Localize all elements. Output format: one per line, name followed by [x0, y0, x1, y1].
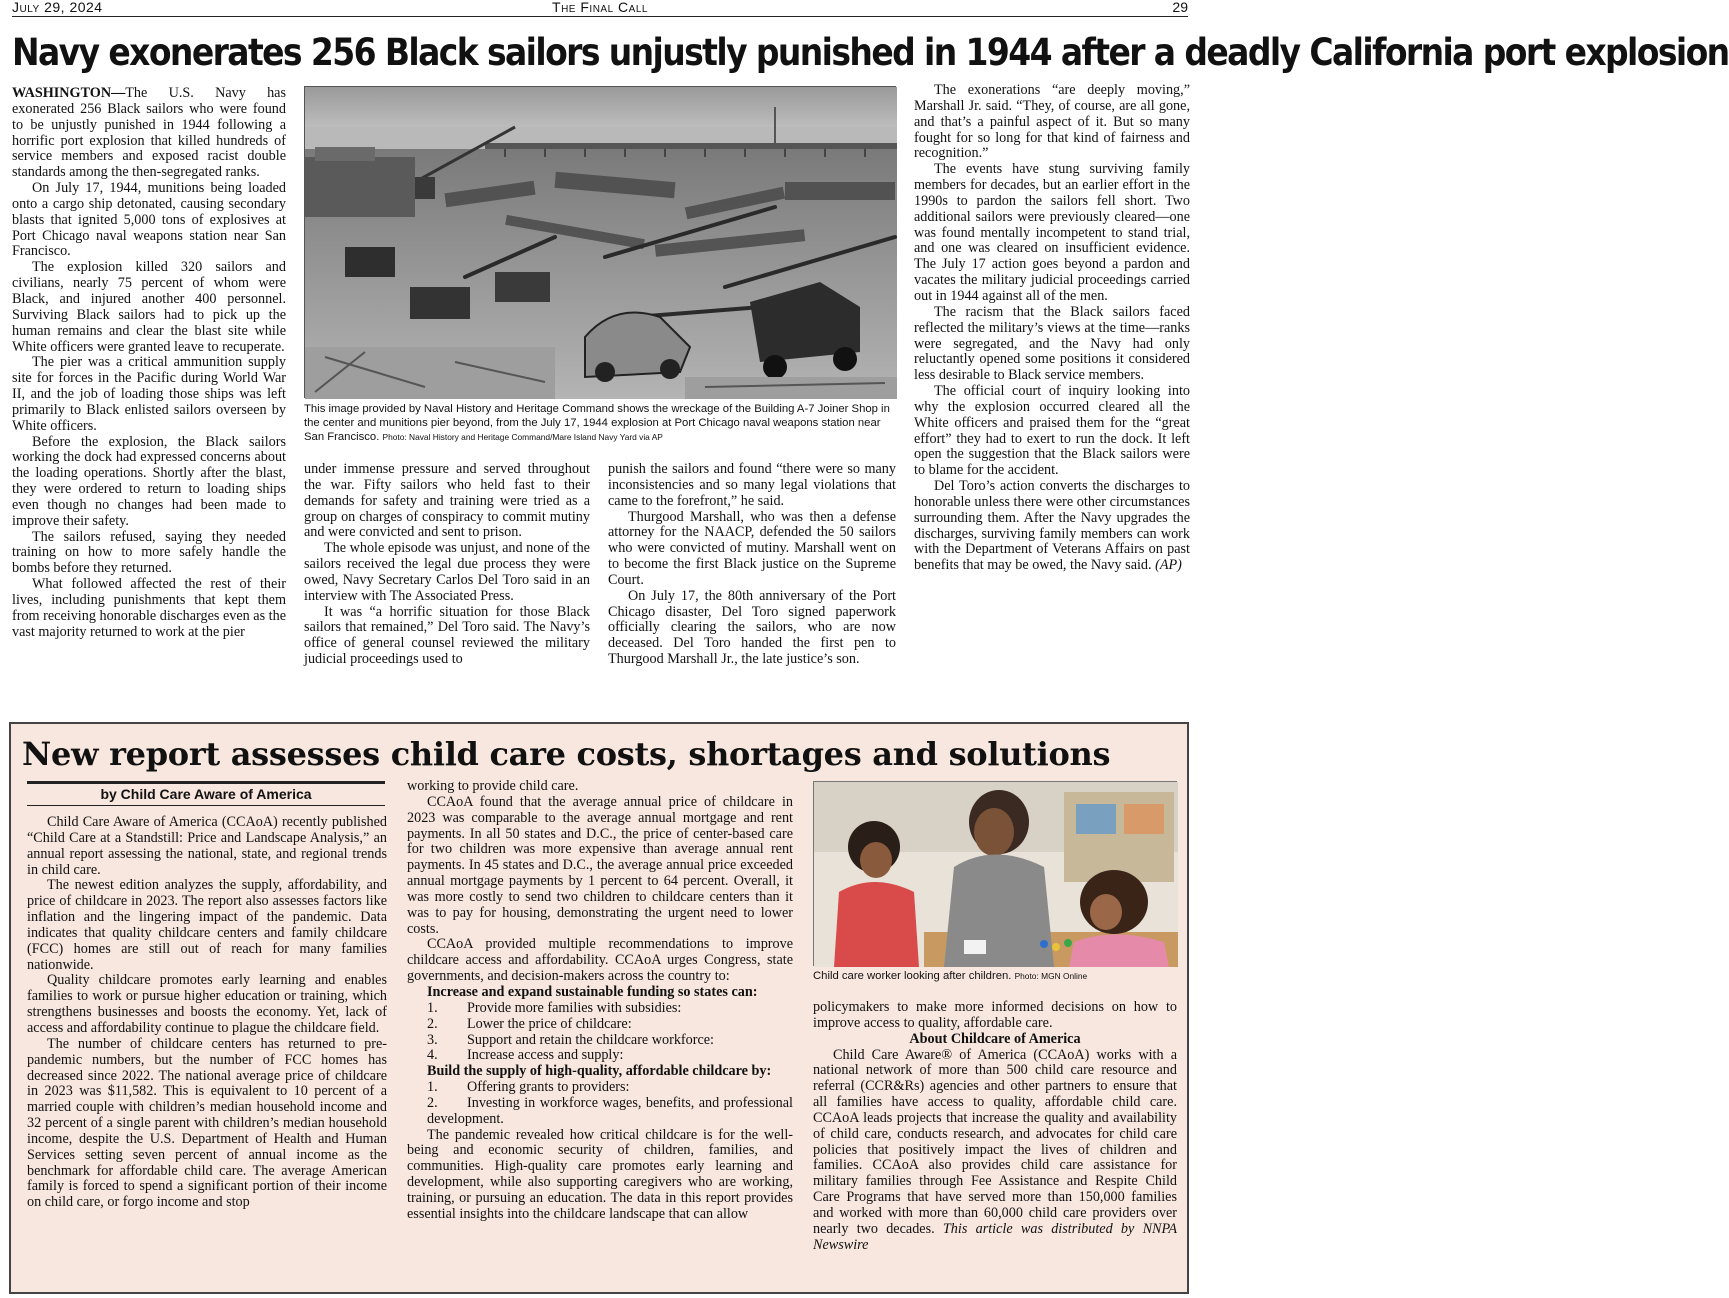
paragraph: The sailors refused, saying they needed training on how to more safely handle the bombs before they returned. — [12, 528, 286, 577]
about-heading: About Childcare of America — [909, 1030, 1081, 1047]
paragraph: The events have stung surviving family members for decades, but an earlier effort in the 1990s to pardon the sailors fell short. Two additional sailors were previously cleared—one was found mentally incompetent to stand trial, and one was cleared on insufficient evidence. The July 17 action goes beyond a pardon and vacates the military judicial proceedings carried out in 1944 against all of the men. — [914, 161, 1190, 304]
list-item: 2. Investing in workforce wages, benefits, and professional development. — [427, 1094, 793, 1127]
caption-text: Child care worker looking after children. — [813, 970, 1012, 982]
photo-credit: Photo: Naval History and Heritage Command/Mare Island Navy Yard via AP — [382, 432, 663, 442]
list-item: 1. Provide more families with subsidies: — [427, 999, 682, 1016]
paragraph: punish the sailors and found “there were so many inconsistencies and so many legal violations that came to the forefront,” he said. — [608, 461, 896, 509]
paragraph: The newest edition analyzes the supply, affordability, and price of childcare in 2023. The report also assesses factors like inflation and the lingering impact of the pandemic. Data indicates that quality childcare centers and family childcare (FCC) homes are still out of reach for many families nationwide. — [27, 877, 387, 973]
paragraph: CCAoA provided multiple recommendations to improve childcare access and affordability. CCAoA urges Congress, state governments, and decision-makers across the country to: — [407, 936, 793, 985]
story1-lead-paragraph: WASHINGTON—The U.S. Navy has exonerated 256 Black sailors who were found to be unjustly punished in 1944 following a horrific port explosion that killed hundreds of service members and exposed racist double standards among the then-segregated ranks. — [12, 85, 286, 181]
paragraph: CCAoA found that the average annual price of childcare in 2023 was comparable to the average annual mortgage and rent payments. In all 50 states and D.C., the price of center-based care for two children was more expensive than average annual rent payments. In 45 states and D.C., the average annual price exceeded annual mortgage payments by 1 percent to 64 percent. Overall, it was more costly to send two children to childcare centers than it was to pay for housing, demonstrating the urgent need to lower costs. — [407, 793, 793, 937]
paragraph: Child Care Aware® of America (CCAoA) works with a national network of more than 500 child care resource and referral (CCR&Rs) agencies and other partners to ensure that all families have access to quality, affordable child care. CCAoA leads projects that increase the quality and availability of child care, conducts research, and advocates for child care policies that positively impact the lives of children and families. CCAoA also provides child care assistance for military families through Fee Assistance and Respite Child Care Programs that have served more than 150,000 families and worked with more than 60,000 child care providers over nearly two decades. This article was distributed by NNPA Newswire — [813, 1046, 1177, 1253]
paragraph: The official court of inquiry looking into why the explosion occurred cleared all the White officers and praised them for the “great effort” they had to exert to run the dock. It left open the suggestion that the Black sailors were to blame for the accident. — [914, 383, 1190, 479]
story2-column-3 — [813, 1000, 1177, 1285]
photo-credit: Photo: MGN Online — [1014, 971, 1088, 981]
story1-signoff: (AP) — [1155, 557, 1182, 574]
paragraph: It was “a horrific situation for those Black sailors that remained,” Del Toro said. The Navy’s office of general counsel reviewed the military judicial proceedings used to — [304, 603, 590, 668]
list-item: 2. Lower the price of childcare: — [427, 1015, 632, 1032]
story1-headline: Navy exonerates 256 Black sailors unjustly punished in 1944 after a deadly California port explosion — [12, 30, 1729, 75]
list-item: 1. Offering grants to providers: — [427, 1079, 630, 1096]
list-item: 4. Increase access and supply: — [427, 1047, 624, 1064]
story2-headline: New report assesses child care costs, shortages and solutions — [22, 735, 1111, 773]
paragraph: On July 17, 1944, munitions being loaded onto a cargo ship detonated, causing secondary blasts that ignited 5,000 tons of explosives at Port Chicago naval weapons station near San Francisco. — [12, 180, 286, 260]
paragraph: The pier was a critical ammunition supply site for forces in the Pacific during World War II, and the job of loading those ships was left primarily to Black enlisted sailors overseen by White officers. — [12, 354, 286, 434]
story1-column-3 — [608, 462, 896, 716]
paragraph: The explosion killed 320 sailors and civilians, nearly 75 percent of whom were Black, and injured another 400 personnel. Surviving Black sailors had to pick up the human remains and clear the blast site while White officers were granted leave to recuperate. — [12, 259, 286, 355]
story1-dateline: WASHINGTON— — [12, 85, 126, 101]
issue-date: July 29, 2024 — [12, 0, 103, 15]
story1-column-1 — [12, 86, 286, 716]
caption-text: This image provided by Naval History and Heritage Command shows the wreckage of the Building A-7 Joiner Shop in the center and munitions pier beyond, from the July 17, 1944 explosion at Port Chicago naval weapons station near San Francisco. — [304, 403, 890, 443]
paragraph: The exonerations “are deeply moving,” Marshall Jr. said. “They, of course, are all gone, and that’s a painful aspect of it. But so many fought for so long for that kind of fairness and recognition.” — [914, 82, 1190, 162]
paragraph: working to provide child care. — [407, 778, 579, 794]
story2-column-1 — [27, 815, 387, 1287]
page-number: 29 — [1172, 0, 1188, 15]
paragraph: policymakers to make more informed decisions on how to improve access to quality, affordable care. — [813, 999, 1177, 1031]
story1-column-2 — [304, 462, 590, 716]
story1-column-4 — [914, 83, 1190, 716]
story2-byline: by Child Care Aware of America — [27, 781, 385, 806]
story2-photo-caption — [813, 969, 1177, 985]
paragraph: On July 17, the 80th anniversary of the Port Chicago disaster, Del Toro signed paperwork officially clearing the sailors, who are now deceased. Del Toro handed the first pen to Thurgood Marshall Jr., the late justice’s son. — [608, 587, 896, 668]
list-item: 3. Support and retain the childcare workforce: — [427, 1031, 714, 1048]
paragraph: Quality childcare promotes early learning and enables families to work or pursue higher education or training, which strengthens businesses and boosts the economy. Yet, lack of access and affordability continue to plague the childcare field. — [27, 972, 387, 1036]
story2-column-2 — [407, 779, 793, 1285]
paragraph: Del Toro’s action converts the discharges to honorable unless there were other circumstances surrounding them. After the Navy upgrades the discharges, surviving family members can work with the Department of Veterans Affairs on past benefits that may be owed, the Navy said. (AP) — [914, 478, 1190, 574]
child-care-photo-illustration — [814, 782, 1178, 967]
distribution-note: This article was distributed by NNPA Newswire — [813, 1220, 1177, 1253]
paragraph: Child Care Aware of America (CCAoA) recently published “Child Care at a Standstill: Price and Landscape Analysis,” an annual report assessing the national, state, and regional trends in child care. — [27, 814, 387, 878]
paragraph: The racism that the Black sailors faced reflected the military’s views at the time—ranks were segregated, and the Navy had only reluctantly opened some positions it considered less desirable to Black service members. — [914, 303, 1190, 384]
paragraph: The number of childcare centers has returned to pre-pandemic numbers, but the number of FCC homes has decreased since 2022. The national average price of childcare in 2023 was $11,582. This is equivalent to 10 percent of a married couple with children’s median household income and 32 percent of a single parent with children’s median household income, despite the U.S. Department of Health and Human Services setting seven percent of annual income as the benchmark for affordable child care. The average American family is forced to spend a significant portion of their income on child care, or forgo income and stop — [27, 1035, 387, 1211]
paragraph: The whole episode was unjust, and none of the sailors received the legal due process they were owed, Navy Secretary Carlos Del Toro said in an interview with The Associated Press. — [304, 540, 590, 604]
publication-name: The Final Call — [552, 0, 648, 15]
story1-photo-caption — [304, 402, 898, 454]
paragraph: What followed affected the rest of their lives, including punishments that kept them from receiving honorable discharges even as the vast majority returned to work at the pier — [12, 576, 286, 640]
paragraph: Before the explosion, the Black sailors working the dock had expressed concerns about the loading operations. Shortly after the blast, they were ordered to return to loading ships even though no changes had been made to improve their safety. — [12, 433, 286, 529]
paragraph: The pandemic revealed how critical childcare is for the well-being and economic security of children, families, and communities. High-quality care promotes early learning and development, while also supporting caregivers who are working, training, or pursuing an education. The data in this report provides essential insights into the childcare landscape that can allow — [407, 1126, 793, 1222]
paragraph: Thurgood Marshall, who was then a defense attorney for the NAACP, defended the 50 sailors who were convicted of mutiny. Marshall went on to become the first Black justice on the Supreme Court. — [608, 508, 896, 588]
wreckage-photo-illustration — [305, 87, 897, 399]
list2-heading: Build the supply of high-quality, affordable childcare by: — [427, 1063, 772, 1080]
explosion-wreckage-photo — [304, 86, 896, 398]
paragraph: under immense pressure and served throughout the war. Fifty sailors who held fast to their demands for safety and training were tried as a group on charges of conspiracy to commit mutiny and were convicted and sent to prison. — [304, 461, 590, 541]
page-header — [12, 0, 1188, 17]
list1-heading: Increase and expand sustainable funding so states can: — [427, 983, 758, 1000]
child-care-worker-photo — [813, 781, 1177, 966]
